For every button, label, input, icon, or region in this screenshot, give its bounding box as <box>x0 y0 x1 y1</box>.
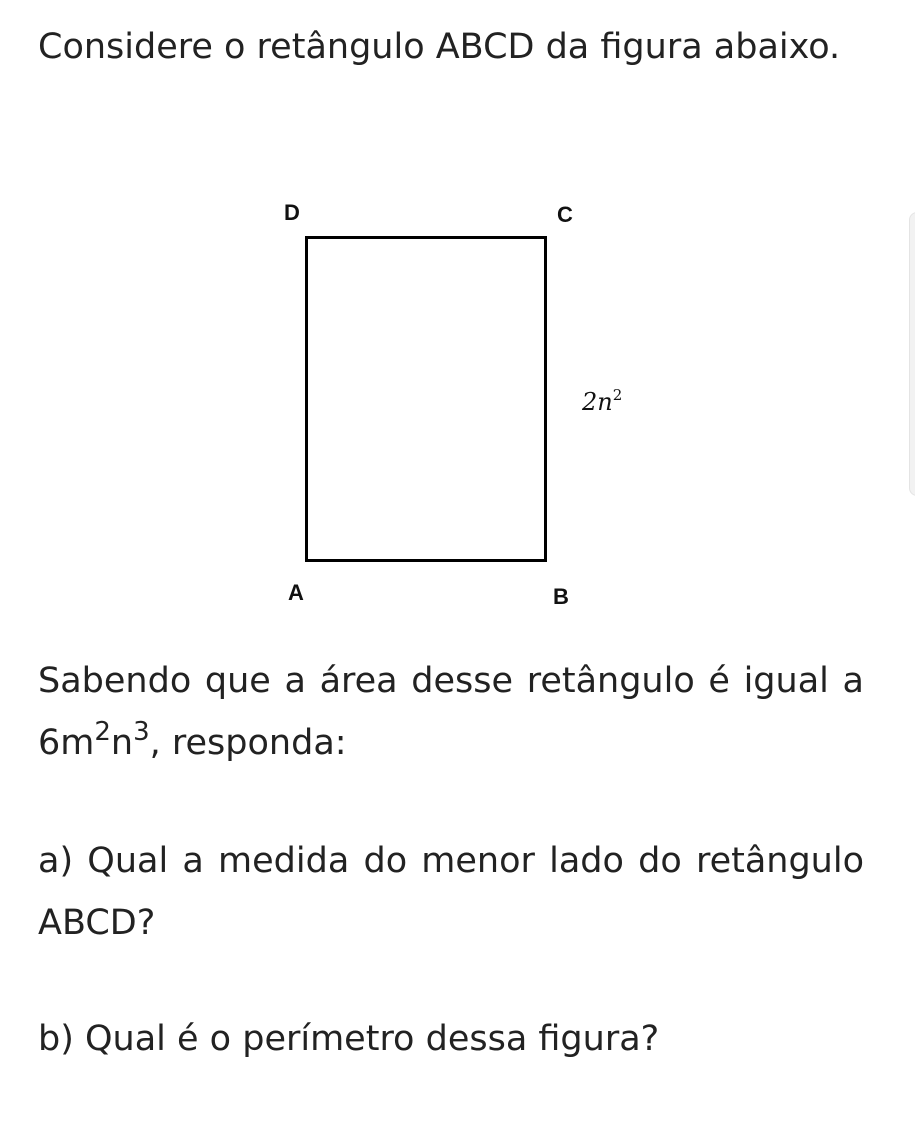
area-statement <box>38 650 864 774</box>
area-exp-n: 3 <box>133 717 150 747</box>
area-n: n <box>110 723 134 763</box>
vertex-label-d: D <box>284 200 300 225</box>
rectangle-figure <box>270 190 670 620</box>
area-coef: 6m <box>38 723 95 763</box>
area-exp-m: 2 <box>94 717 111 747</box>
statement-prefix: Sabendo que a área desse retângulo é igual a <box>38 661 864 701</box>
statement-suffix: , responda: <box>149 723 347 763</box>
vertex-label-a: A <box>288 580 304 605</box>
vertex-label-c: C <box>557 202 573 227</box>
side-length-exponent: 2 <box>612 386 623 404</box>
area-expression <box>38 717 150 763</box>
rectangle-abcd <box>305 236 547 562</box>
question-b: b) Qual é o perímetro dessa figura? <box>38 1019 660 1059</box>
intro-text: Considere o retângulo ABCD da figura abaixo. <box>38 27 841 67</box>
scroll-edge-indicator <box>909 212 915 496</box>
side-length-base: 2n <box>582 388 613 416</box>
vertex-label-b: B <box>553 584 569 609</box>
side-length-label <box>582 388 622 416</box>
question-a: a) Qual a medida do menor lado do retângulo ABCD? <box>38 841 864 943</box>
